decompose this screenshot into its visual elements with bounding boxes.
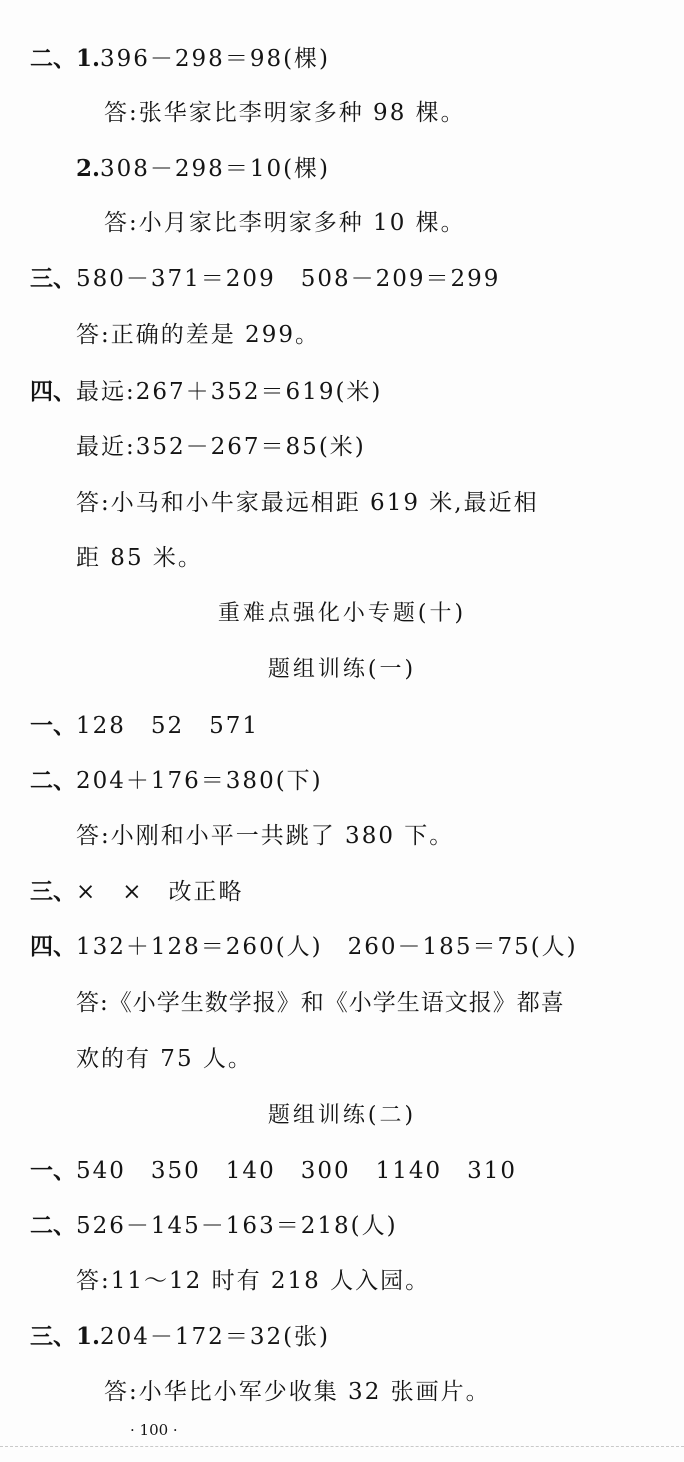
answer-sentence: 欢的有 75 人。 bbox=[76, 1046, 253, 1072]
answer-sentence: 答:小马和小牛家最远相距 619 米,最近相 bbox=[76, 490, 539, 516]
answer-values: 128 52 571 bbox=[76, 713, 260, 739]
subsection-title: 题组训练(一) bbox=[267, 657, 417, 682]
answer-values: × × 改正略 bbox=[76, 879, 244, 905]
answer-line bbox=[30, 377, 382, 407]
answer-line bbox=[30, 877, 244, 907]
equation-text: 396－298＝98(棵) bbox=[100, 46, 331, 72]
answer-values: 540 350 140 300 1140 310 bbox=[76, 1158, 518, 1184]
answer-sentence: 答:张华家比李明家多种 98 棵。 bbox=[104, 100, 466, 126]
answer-sentence: 答:小刚和小平一共跳了 380 下。 bbox=[76, 823, 455, 849]
answer-line bbox=[30, 932, 578, 962]
question-marker: 二、 bbox=[30, 1212, 76, 1239]
question-marker: 三、 bbox=[30, 878, 76, 905]
equation-text: 132＋128＝260(人) 260－185＝75(人) bbox=[76, 934, 578, 960]
question-marker: 四、 bbox=[30, 378, 76, 405]
answer-line bbox=[30, 44, 330, 74]
answer-sentence: 答:《小学生数学报》和《小学生语文报》都喜 bbox=[76, 990, 565, 1016]
equation-text: 204－172＝32(张) bbox=[100, 1324, 331, 1350]
question-marker: 一、 bbox=[30, 712, 76, 739]
question-marker: 二、1. bbox=[30, 45, 101, 72]
answer-sentence: 答:11～12 时有 218 人入园。 bbox=[76, 1268, 431, 1294]
question-marker: 一、 bbox=[30, 1157, 76, 1184]
equation-text: 204＋176＝380(下) bbox=[76, 768, 323, 794]
answer-line bbox=[30, 264, 500, 294]
equation-text: 580－371＝209 508－209＝299 bbox=[76, 266, 501, 292]
answer-line bbox=[76, 154, 330, 184]
answer-sentence: 答:小华比小军少收集 32 张画片。 bbox=[104, 1379, 491, 1405]
question-marker: 三、1. bbox=[30, 1323, 101, 1350]
question-marker: 四、 bbox=[30, 933, 76, 960]
subsection-title: 题组训练(二) bbox=[267, 1103, 417, 1128]
answer-line bbox=[30, 766, 323, 796]
answer-line bbox=[30, 711, 259, 741]
page-number: · 100 · bbox=[130, 1421, 178, 1439]
answer-sentence: 距 85 米。 bbox=[76, 545, 203, 571]
answer-line bbox=[30, 1156, 517, 1186]
footer-divider bbox=[0, 1446, 684, 1447]
equation-text: 最远:267＋352＝619(米) bbox=[76, 379, 383, 405]
answer-sentence: 答:小月家比李明家多种 10 棵。 bbox=[104, 210, 466, 236]
equation-text: 526－145－163＝218(人) bbox=[76, 1213, 398, 1239]
answer-line bbox=[30, 1211, 398, 1241]
equation-text: 308－298＝10(棵) bbox=[100, 156, 331, 182]
equation-line: 最近:352－267＝85(米) bbox=[76, 434, 366, 460]
section-title: 重难点强化小专题(十) bbox=[217, 601, 467, 626]
question-marker: 三、 bbox=[30, 265, 76, 292]
question-marker: 2. bbox=[76, 155, 101, 182]
question-marker: 二、 bbox=[30, 767, 76, 794]
answer-line bbox=[30, 1322, 330, 1352]
answer-sentence: 答:正确的差是 299。 bbox=[76, 322, 320, 348]
